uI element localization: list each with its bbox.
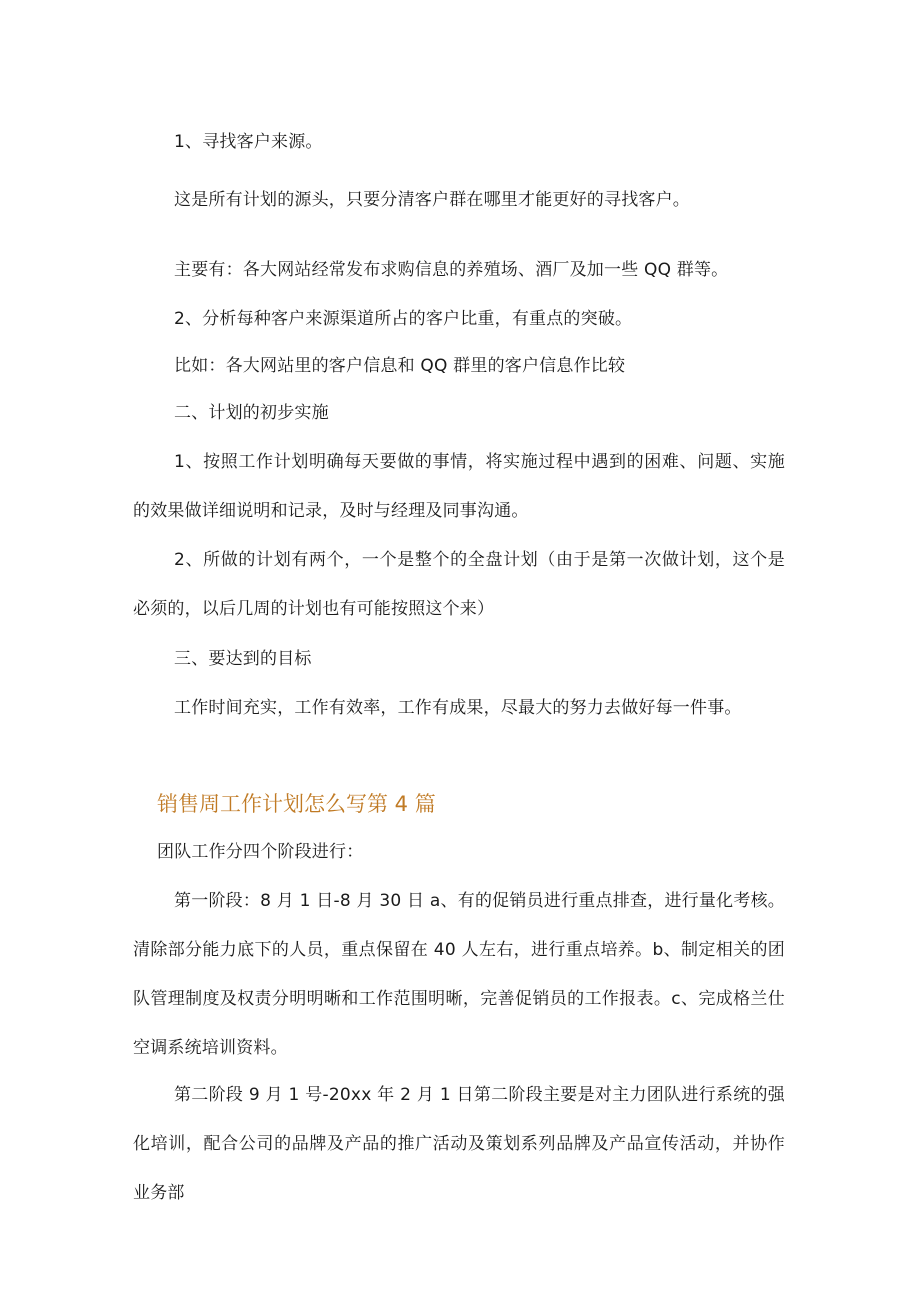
paragraph-phase-one: 第一阶段：8 月 1 日-8 月 30 日 a、有的促销员进行重点排查，进行量化考核。清除部分能力底下的人员，重点保留在 40 人左右，进行重点培养。b、制定相关的团队管理制度及权责分明明晰和工作范围明晰，完善促销员的工作报表。c、完成格兰仕空调系统培训资料。 <box>133 891 785 1058</box>
paragraph-section-two: 二、计划的初步实施 <box>174 403 329 423</box>
paragraph-team-phases: 团队工作分四个阶段进行： <box>157 842 364 862</box>
paragraph-plan-source: 这是所有计划的源头，只要分清客户群在哪里才能更好的寻找客户。 <box>174 190 690 210</box>
paragraph-section-three: 三、要达到的目标 <box>174 649 312 669</box>
paragraph-implementation-one: 1、按照工作计划明确每天要做的事情，将实施过程中遇到的困难、问题、实施的效果做详细说明和记录，及时与经理及同事沟通。 <box>133 452 785 521</box>
paragraph-example-compare: 比如：各大网站里的客户信息和 QQ 群里的客户信息作比较 <box>174 356 626 376</box>
paragraph-implementation-two: 2、所做的计划有两个，一个是整个的全盘计划（由于是第一次做计划，这个是必须的，以后几周的计划也有可能按照这个来） <box>133 550 785 619</box>
paragraph-find-customer-source: 1、寻找客户来源。 <box>174 132 323 152</box>
paragraph-phase-two: 第二阶段 9 月 1 号-20xx 年 2 月 1 日第二阶段主要是对主力团队进行系统的强化培训，配合公司的品牌及产品的推广活动及策划系列品牌及产品宣传活动，并协作业务部 <box>133 1085 785 1203</box>
section-heading: 销售周工作计划怎么写第 4 篇 <box>157 792 436 816</box>
paragraph-main-sources: 主要有：各大网站经常发布求购信息的养殖场、酒厂及加一些 QQ 群等。 <box>174 260 729 280</box>
paragraph-analyze-sources: 2、分析每种客户来源渠道所占的客户比重，有重点的突破。 <box>174 309 633 329</box>
paragraph-goals: 工作时间充实，工作有效率，工作有成果，尽最大的努力去做好每一件事。 <box>174 698 742 718</box>
